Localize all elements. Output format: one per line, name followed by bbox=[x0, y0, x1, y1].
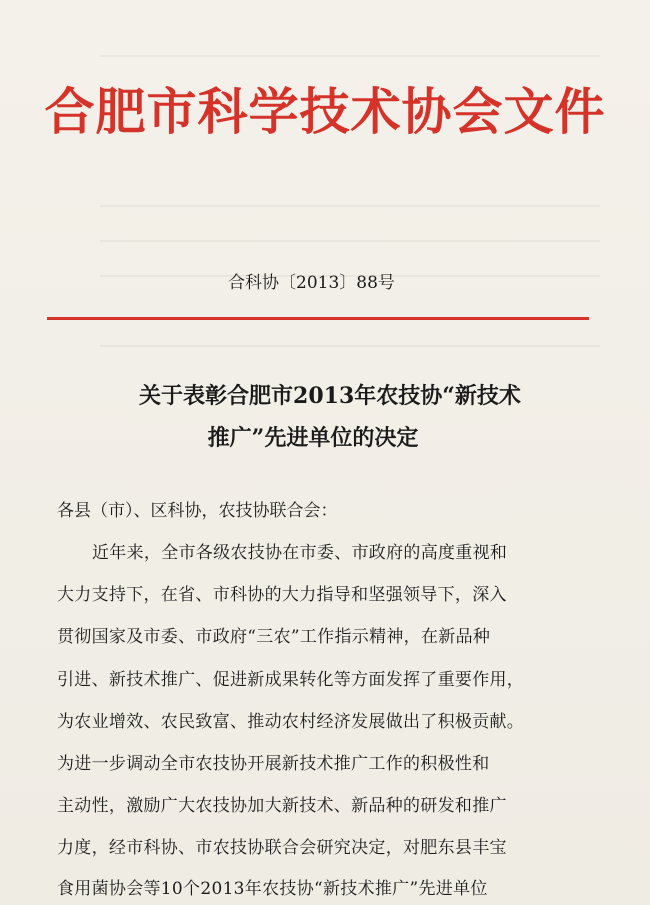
body-line: 大力支持下，在省、市科协的大力指导和坚强领导下，深入 bbox=[57, 585, 507, 605]
document-title-line-2: 推广”先进单位的决定 bbox=[207, 425, 419, 451]
document-number: 合科协〔2013〕88号 bbox=[228, 273, 395, 293]
body-line: 为进一步调动全市农技协开展新技术推广工作的积极性和 bbox=[57, 754, 490, 774]
issuing-organization-title: 合肥市科学技术协会文件 bbox=[44, 83, 606, 141]
red-divider-line bbox=[47, 317, 589, 320]
show-through-mark bbox=[100, 345, 600, 347]
show-through-mark bbox=[100, 55, 600, 57]
body-line: 主动性，激励广大农技协加大新技术、新品种的研发和推广 bbox=[57, 796, 507, 816]
body-line: 食用菌协会等10个2013年农技协“新技术推广”先进单位 bbox=[57, 879, 488, 899]
salutation: 各县（市）、区科协，农技协联合会： bbox=[57, 501, 338, 521]
body-line: 近年来，全市各级农技协在市委、市政府的高度重视和 bbox=[92, 543, 508, 563]
body-line: 贯彻国家及市委、市政府“三农”工作指示精神，在新品种 bbox=[57, 627, 491, 647]
show-through-mark bbox=[100, 240, 600, 242]
show-through-mark bbox=[100, 205, 600, 207]
body-line: 引进、新技术推广、促进新成果转化等方面发挥了重要作用， bbox=[57, 670, 525, 690]
document-title-line-1: 关于表彰合肥市2013年农技协“新技术 bbox=[139, 383, 521, 409]
body-line: 为农业增效、农民致富、推动农村经济发展做出了积极贡献。 bbox=[57, 712, 525, 732]
body-line: 力度，经市科协、市农技协联合会研究决定，对肥东县丰宝 bbox=[57, 838, 507, 858]
